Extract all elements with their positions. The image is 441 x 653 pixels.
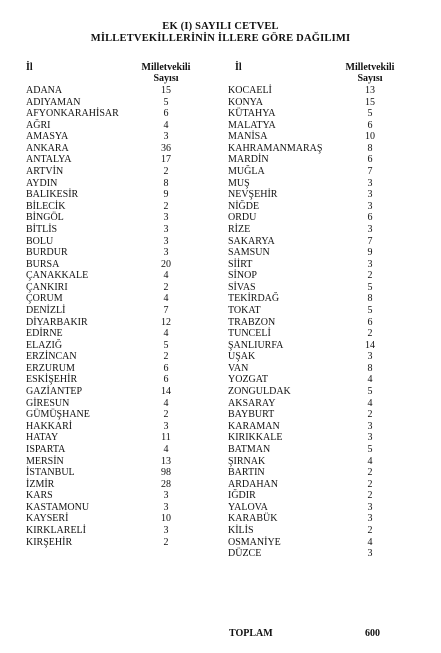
table-row: [228, 120, 408, 132]
header-il-right: İl: [235, 62, 242, 73]
deputy-count: 2: [367, 409, 373, 421]
province-name: MUŞ: [228, 177, 250, 189]
deputy-count: 14: [365, 339, 375, 351]
province-name: IĞDIR: [228, 490, 256, 502]
table-row: [228, 166, 408, 178]
table-row: [228, 154, 408, 166]
table-row: [26, 351, 206, 363]
deputy-count: 3: [367, 189, 373, 201]
deputy-count: 7: [163, 304, 169, 316]
deputy-count: 11: [161, 432, 171, 444]
deputy-count: 7: [367, 235, 373, 247]
deputy-count: 3: [367, 177, 373, 189]
province-name: KIRIKKALE: [228, 432, 283, 444]
province-name: AĞRI: [26, 119, 51, 131]
deputy-count: 17: [161, 154, 171, 166]
deputy-count: 4: [163, 328, 169, 340]
header-mv-line2: Sayısı: [357, 73, 383, 84]
deputy-count: 13: [365, 85, 375, 96]
header-il-left: İl: [26, 62, 33, 73]
deputy-count: 6: [163, 362, 169, 374]
province-name: BAYBURT: [228, 409, 275, 421]
province-name: MUĞLA: [228, 166, 265, 178]
province-name: BOLU: [26, 235, 54, 247]
table-row: [228, 236, 408, 248]
table-row: [26, 282, 206, 294]
province-name: DENİZLİ: [26, 304, 66, 316]
table-row: [26, 236, 206, 248]
table-row: [228, 282, 408, 294]
table-row: [26, 178, 206, 190]
province-name: RİZE: [228, 223, 251, 235]
table-row: [228, 201, 408, 213]
province-name: ADANA: [26, 85, 63, 96]
deputy-count: 3: [367, 258, 373, 270]
table-row: [228, 386, 408, 398]
deputy-count: 9: [367, 247, 373, 259]
deputy-count: 3: [163, 247, 169, 259]
deputy-count: 6: [367, 316, 373, 328]
province-name: ANTALYA: [26, 154, 72, 166]
table-row: [228, 259, 408, 271]
province-name: KÜTAHYA: [228, 108, 276, 120]
deputy-count: 15: [161, 85, 171, 96]
province-name: AYDIN: [26, 177, 58, 189]
table-row: [228, 97, 408, 109]
province-name: KIRKLARELİ: [26, 524, 86, 536]
table-row: [26, 131, 206, 143]
deputy-count: 14: [161, 386, 171, 398]
table-row: [26, 212, 206, 224]
table-row: [26, 490, 206, 502]
province-name: YALOVA: [228, 501, 268, 513]
province-list-left: [26, 85, 206, 548]
province-name: MARDİN: [228, 154, 269, 166]
table-row: [228, 108, 408, 120]
table-row: [26, 85, 206, 97]
province-name: ESKİŞEHİR: [26, 374, 78, 386]
table-row: [26, 247, 206, 259]
deputy-count: 15: [365, 96, 375, 108]
province-name: ZONGULDAK: [228, 386, 291, 398]
province-name: SAKARYA: [228, 235, 275, 247]
province-name: ANKARA: [26, 142, 69, 154]
table-row: [26, 305, 206, 317]
province-name: TOKAT: [228, 304, 261, 316]
deputy-count: 4: [163, 293, 169, 305]
province-name: ÇANKIRI: [26, 281, 68, 293]
province-name: ARTVİN: [26, 166, 64, 178]
province-name: İSTANBUL: [26, 467, 75, 479]
deputy-count: 2: [367, 490, 373, 502]
table-row: [26, 340, 206, 352]
table-row: [228, 305, 408, 317]
deputy-count: 8: [367, 293, 373, 305]
province-name: OSMANİYE: [228, 536, 281, 548]
province-name: ŞANLIURFA: [228, 339, 284, 351]
deputy-count: 8: [367, 142, 373, 154]
province-name: TEKİRDAĞ: [228, 293, 280, 305]
table-row: [228, 270, 408, 282]
province-name: ELAZIĞ: [26, 339, 63, 351]
province-name: YOZGAT: [228, 374, 268, 386]
deputy-count: 3: [163, 235, 169, 247]
province-name: DÜZCE: [228, 548, 262, 560]
deputy-count: 3: [163, 420, 169, 432]
table-row: [228, 328, 408, 340]
table-row: [26, 154, 206, 166]
total-label: TOPLAM: [229, 628, 273, 639]
deputy-count: 3: [163, 212, 169, 224]
province-name: BALIKESİR: [26, 189, 79, 201]
table-row: [228, 479, 408, 491]
deputy-count: 4: [163, 443, 169, 455]
table-row: [26, 97, 206, 109]
province-name: KASTAMONU: [26, 501, 90, 513]
deputy-count: 5: [367, 281, 373, 293]
deputy-count: 4: [367, 455, 373, 467]
province-name: AFYONKARAHİSAR: [26, 108, 119, 120]
deputy-count: 4: [367, 536, 373, 548]
deputy-count: 36: [161, 142, 171, 154]
deputy-count: 3: [367, 501, 373, 513]
table-row: [228, 548, 408, 560]
province-name: BİLECİK: [26, 200, 66, 212]
table-row: [228, 409, 408, 421]
province-name: KİLİS: [228, 524, 254, 536]
table-row: [26, 444, 206, 456]
province-name: SİİRT: [228, 258, 253, 270]
header-milletvekili-left: [126, 62, 206, 84]
deputy-count: 6: [367, 212, 373, 224]
table-row: [228, 444, 408, 456]
province-name: BURSA: [26, 258, 60, 270]
deputy-count: 5: [367, 108, 373, 120]
deputy-count: 10: [365, 131, 375, 143]
deputy-count: 9: [163, 189, 169, 201]
province-name: ÇORUM: [26, 293, 63, 305]
province-name: GAZİANTEP: [26, 386, 83, 398]
table-row: [228, 513, 408, 525]
table-row: [228, 224, 408, 236]
table-row: [26, 432, 206, 444]
province-name: ŞIRNAK: [228, 455, 266, 467]
deputy-count: 2: [367, 478, 373, 490]
table-row: [26, 456, 206, 468]
table-row: [26, 201, 206, 213]
deputy-count: 3: [367, 200, 373, 212]
province-name: EDİRNE: [26, 328, 63, 340]
deputy-count: 4: [163, 119, 169, 131]
deputy-count: 98: [161, 467, 171, 479]
deputy-count: 4: [163, 270, 169, 282]
deputy-count: 4: [367, 374, 373, 386]
deputy-count: 2: [367, 524, 373, 536]
deputy-count: 3: [163, 524, 169, 536]
deputy-count: 6: [367, 119, 373, 131]
deputy-count: 5: [163, 339, 169, 351]
province-name: NEVŞEHİR: [228, 189, 278, 201]
table-row: [26, 189, 206, 201]
table-row: [26, 259, 206, 271]
province-name: BARTIN: [228, 467, 265, 479]
table-row: [228, 398, 408, 410]
table-row: [26, 409, 206, 421]
province-name: ORDU: [228, 212, 257, 224]
province-name: SİNOP: [228, 270, 257, 282]
province-name: GÜMÜŞHANE: [26, 409, 90, 421]
deputy-count: 5: [367, 443, 373, 455]
deputy-count: 8: [367, 362, 373, 374]
province-name: AKSARAY: [228, 397, 276, 409]
province-name: ERZURUM: [26, 362, 75, 374]
province-name: KAHRAMANMARAŞ: [228, 142, 323, 154]
deputy-count: 4: [367, 397, 373, 409]
province-name: BİNGÖL: [26, 212, 64, 224]
province-name: VAN: [228, 362, 249, 374]
deputy-count: 2: [163, 281, 169, 293]
deputy-count: 10: [161, 513, 171, 525]
province-name: ARDAHAN: [228, 478, 278, 490]
table-row: [26, 328, 206, 340]
deputy-count: 20: [161, 258, 171, 270]
table-row: [26, 317, 206, 329]
table-row: [228, 85, 408, 97]
province-list-right: [228, 85, 408, 560]
deputy-count: 6: [163, 374, 169, 386]
deputy-count: 12: [161, 316, 171, 328]
header-milletvekili-right: [330, 62, 410, 84]
table-row: [26, 166, 206, 178]
province-name: MERSİN: [26, 455, 64, 467]
deputy-count: 2: [163, 536, 169, 548]
table-row: [26, 502, 206, 514]
table-row: [26, 270, 206, 282]
deputy-count: 2: [367, 467, 373, 479]
deputy-count: 3: [163, 131, 169, 143]
province-name: KARABÜK: [228, 513, 278, 525]
deputy-count: 7: [367, 166, 373, 178]
province-name: ERZİNCAN: [26, 351, 77, 363]
deputy-count: 2: [367, 328, 373, 340]
province-name: SAMSUN: [228, 247, 270, 259]
province-name: KIRŞEHİR: [26, 536, 73, 548]
table-row: [228, 212, 408, 224]
province-name: SİVAS: [228, 281, 256, 293]
province-name: HAKKARİ: [26, 420, 73, 432]
total-value: 600: [365, 628, 380, 639]
deputy-count: 2: [163, 166, 169, 178]
table-row: [26, 479, 206, 491]
province-name: UŞAK: [228, 351, 256, 363]
deputy-count: 3: [367, 513, 373, 525]
document-subtitle: MİLLETVEKİLLERİNİN İLLERE GÖRE DAĞILIMI: [90, 33, 351, 44]
deputy-count: 28: [161, 478, 171, 490]
province-name: ADIYAMAN: [26, 96, 81, 108]
table-row: [26, 374, 206, 386]
province-name: DİYARBAKIR: [26, 316, 88, 328]
province-name: BURDUR: [26, 247, 68, 259]
province-name: MALATYA: [228, 119, 276, 131]
deputy-count: 2: [163, 200, 169, 212]
province-name: KOCAELİ: [228, 85, 272, 96]
table-row: [228, 525, 408, 537]
deputy-count: 6: [367, 154, 373, 166]
table-row: [228, 189, 408, 201]
province-name: ISPARTA: [26, 443, 66, 455]
table-row: [228, 467, 408, 479]
province-name: KARAMAN: [228, 420, 280, 432]
header-mv-line1: Milletvekili: [141, 62, 191, 73]
province-name: NİĞDE: [228, 200, 260, 212]
province-name: TRABZON: [228, 316, 276, 328]
province-name: ÇANAKKALE: [26, 270, 89, 282]
table-row: [228, 502, 408, 514]
deputy-count: 3: [163, 501, 169, 513]
deputy-count: 6: [163, 108, 169, 120]
province-name: BATMAN: [228, 443, 271, 455]
province-name: HATAY: [26, 432, 59, 444]
deputy-count: 13: [161, 455, 171, 467]
table-row: [228, 456, 408, 468]
table-row: [26, 421, 206, 433]
table-row: [26, 224, 206, 236]
table-row: [26, 537, 206, 549]
table-row: [228, 178, 408, 190]
table-row: [26, 398, 206, 410]
province-name: GİRESUN: [26, 397, 70, 409]
table-row: [26, 386, 206, 398]
deputy-count: 5: [163, 96, 169, 108]
deputy-count: 3: [367, 420, 373, 432]
table-row: [26, 525, 206, 537]
deputy-count: 8: [163, 177, 169, 189]
table-row: [26, 513, 206, 525]
province-name: KAYSERİ: [26, 513, 69, 525]
deputy-count: 3: [163, 223, 169, 235]
table-row: [228, 421, 408, 433]
table-row: [228, 317, 408, 329]
province-name: AMASYA: [26, 131, 69, 143]
deputy-count: 2: [367, 270, 373, 282]
deputy-count: 3: [367, 432, 373, 444]
document-title: EK (I) SAYILI CETVEL: [162, 21, 279, 32]
table-row: [228, 131, 408, 143]
table-row: [228, 363, 408, 375]
table-row: [228, 293, 408, 305]
table-row: [228, 537, 408, 549]
deputy-count: 5: [367, 304, 373, 316]
province-name: BİTLİS: [26, 223, 58, 235]
table-row: [228, 374, 408, 386]
table-row: [228, 340, 408, 352]
deputy-count: 3: [367, 548, 373, 560]
province-name: TUNCELİ: [228, 328, 271, 340]
table-row: [228, 490, 408, 502]
table-row: [26, 293, 206, 305]
deputy-count: 2: [163, 409, 169, 421]
table-row: [228, 143, 408, 155]
header-mv-line1: Milletvekili: [345, 62, 395, 73]
table-row: [26, 143, 206, 155]
deputy-count: 3: [163, 490, 169, 502]
deputy-count: 4: [163, 397, 169, 409]
province-name: KONYA: [228, 96, 263, 108]
deputy-count: 3: [367, 223, 373, 235]
table-row: [26, 467, 206, 479]
province-name: MANİSA: [228, 131, 268, 143]
deputy-count: 2: [163, 351, 169, 363]
deputy-count: 5: [367, 386, 373, 398]
deputy-count: 3: [367, 351, 373, 363]
table-row: [228, 432, 408, 444]
table-row: [26, 120, 206, 132]
table-row: [228, 247, 408, 259]
province-name: İZMİR: [26, 478, 55, 490]
table-row: [26, 363, 206, 375]
province-name: KARS: [26, 490, 53, 502]
table-row: [228, 351, 408, 363]
table-row: [26, 108, 206, 120]
header-mv-line2: Sayısı: [153, 73, 179, 84]
